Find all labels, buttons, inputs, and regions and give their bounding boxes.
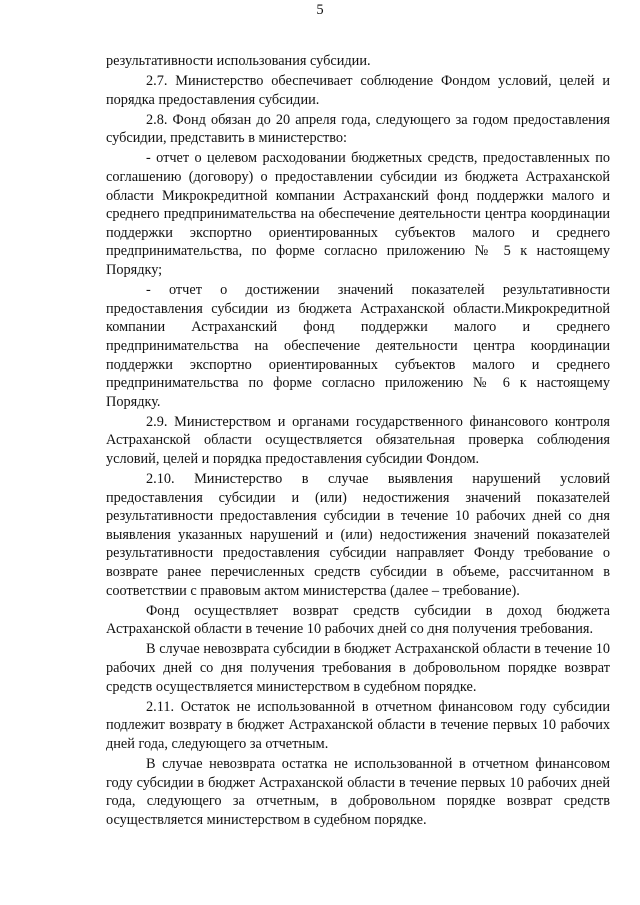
paragraph-2-11: 2.11. Остаток не использованной в отчетном финансовом году субсидии подлежит возврату в бюджет Астраханской области в течение первых 10 рабочих дней года, следующего за отчетным. — [106, 698, 610, 752]
paragraph-continuation: результативности использования субсидии. — [106, 53, 371, 69]
page-number: 5 — [316, 2, 324, 18]
list-item-report-indicators: - отчет о достижении значений показателей результативности предоставления субсидии из бюджета Астраханской области.Микрокредитной компании Астраханский фонд поддержки малого и среднего предпринимательства на обеспечение деятельности центра координации поддержки экспортно ориентированных субъектов малого и среднего предпринимательства по форме согласно приложению № 6 к настоящему Порядку. — [106, 282, 610, 410]
paragraph-court-recovery: В случае невозврата субсидии в бюджет Астраханской области в течение 10 рабочих дней со дня получения требования в добровольном порядке возврат средств осуществляется министерством в судебном порядке. — [106, 641, 610, 695]
paragraph-2-9: 2.9. Министерством и органами государственного финансового контроля Астраханской области осуществляется обязательная проверка соблюдения условий, целей и порядка предоставления субсидии Фондом. — [106, 413, 610, 467]
paragraph-refund: Фонд осуществляет возврат средств субсидии в доход бюджета Астраханской области в течение 10 рабочих дней со дня получения требования. — [106, 602, 610, 638]
list-item-report-spending: - отчет о целевом расходовании бюджетных средств, предоставленных по соглашению (договору) о предоставлении субсидии из бюджета Астраханской области Микрокредитной компании Астраханский фонд поддержки малого и среднего предпринимательства на обеспечение деятельности центра координации поддержки экспортно ориентированных субъектов малого и среднего предпринимательства, по форме согласно приложению № 5 к настоящему Порядку; — [106, 150, 610, 279]
document-body — [106, 52, 610, 831]
paragraph-2-7: 2.7. Министерство обеспечивает соблюдение Фондом условий, целей и порядка предоставления субсидии. — [106, 73, 610, 108]
paragraph-remainder-recovery: В случае невозврата остатка не использованной в отчетном финансовом году субсидии в бюджет Астраханской области в течение первых 10 рабочих дней года, следующего за отчетным, в добровольном порядке возврат средств осуществляется министерством в судебном порядке. — [106, 755, 610, 828]
paragraph-2-10: 2.10. Министерство в случае выявления нарушений условий предоставления субсидии и (или) недостижения значений показателей результативности предоставления субсидии в течение 10 рабочих дней со дня выявления указанных нарушений и (или) недостижения значений показателей результативности предоставления субсидии направляет Фонду требование о возврате ранее перечисленных средств субсидии в объеме, рассчитанном в соответствии с правовым актом министерства (далее – требование). — [106, 471, 610, 599]
paragraph-2-8: 2.8. Фонд обязан до 20 апреля года, следующего за годом предоставления субсидии, представить в министерство: — [106, 111, 610, 147]
